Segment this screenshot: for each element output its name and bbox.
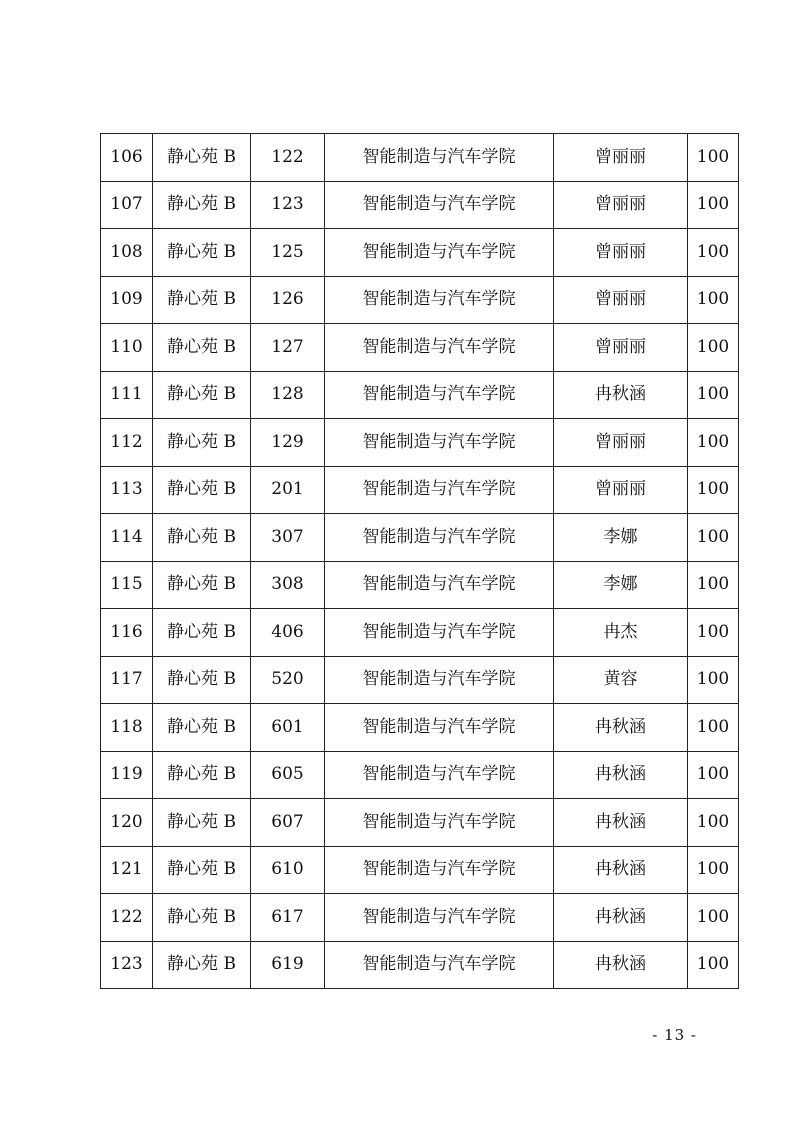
cell-person: 冉秋涵 [554,704,688,752]
table-row [101,751,739,799]
cell-person: 曾丽丽 [554,134,688,182]
page-number: - 13 - [652,1026,697,1044]
cell-building: 静心苑 B [153,134,251,182]
cell-college: 智能制造与汽车学院 [325,561,554,609]
cell-score: 100 [688,704,739,752]
cell-building: 静心苑 B [153,751,251,799]
cell-no: 121 [101,846,153,894]
cell-college: 智能制造与汽车学院 [325,466,554,514]
table-row [101,561,739,609]
cell-person: 曾丽丽 [554,181,688,229]
cell-room: 201 [251,466,325,514]
cell-college: 智能制造与汽车学院 [325,941,554,989]
cell-college: 智能制造与汽车学院 [325,514,554,562]
cell-college: 智能制造与汽车学院 [325,846,554,894]
cell-score: 100 [688,466,739,514]
cell-college: 智能制造与汽车学院 [325,609,554,657]
cell-score: 100 [688,894,739,942]
table-row [101,656,739,704]
cell-no: 113 [101,466,153,514]
cell-building: 静心苑 B [153,276,251,324]
cell-building: 静心苑 B [153,799,251,847]
cell-no: 109 [101,276,153,324]
cell-building: 静心苑 B [153,371,251,419]
cell-no: 106 [101,134,153,182]
cell-room: 128 [251,371,325,419]
cell-person: 冉秋涵 [554,941,688,989]
cell-no: 118 [101,704,153,752]
cell-building: 静心苑 B [153,609,251,657]
cell-room: 307 [251,514,325,562]
cell-building: 静心苑 B [153,704,251,752]
cell-college: 智能制造与汽车学院 [325,656,554,704]
cell-no: 120 [101,799,153,847]
cell-college: 智能制造与汽车学院 [325,324,554,372]
cell-room: 126 [251,276,325,324]
cell-person: 冉杰 [554,609,688,657]
table-row [101,229,739,277]
cell-room: 122 [251,134,325,182]
cell-score: 100 [688,134,739,182]
cell-building: 静心苑 B [153,324,251,372]
cell-college: 智能制造与汽车学院 [325,229,554,277]
cell-college: 智能制造与汽车学院 [325,276,554,324]
cell-college: 智能制造与汽车学院 [325,181,554,229]
cell-person: 冉秋涵 [554,371,688,419]
cell-building: 静心苑 B [153,514,251,562]
cell-college: 智能制造与汽车学院 [325,419,554,467]
cell-college: 智能制造与汽车学院 [325,134,554,182]
cell-room: 123 [251,181,325,229]
cell-no: 108 [101,229,153,277]
cell-person: 曾丽丽 [554,276,688,324]
table-row [101,609,739,657]
cell-no: 123 [101,941,153,989]
cell-score: 100 [688,561,739,609]
cell-room: 605 [251,751,325,799]
cell-college: 智能制造与汽车学院 [325,894,554,942]
table-row [101,941,739,989]
cell-college: 智能制造与汽车学院 [325,704,554,752]
cell-room: 125 [251,229,325,277]
cell-person: 黄容 [554,656,688,704]
cell-score: 100 [688,941,739,989]
table-body [101,134,739,989]
cell-score: 100 [688,799,739,847]
cell-room: 617 [251,894,325,942]
table-row [101,324,739,372]
cell-no: 116 [101,609,153,657]
cell-no: 107 [101,181,153,229]
cell-score: 100 [688,371,739,419]
cell-building: 静心苑 B [153,419,251,467]
table-row [101,846,739,894]
cell-score: 100 [688,181,739,229]
cell-room: 607 [251,799,325,847]
cell-person: 冉秋涵 [554,751,688,799]
table-row [101,134,739,182]
cell-score: 100 [688,514,739,562]
cell-score: 100 [688,609,739,657]
cell-no: 112 [101,419,153,467]
table-row [101,371,739,419]
cell-building: 静心苑 B [153,466,251,514]
cell-building: 静心苑 B [153,846,251,894]
cell-person: 曾丽丽 [554,229,688,277]
cell-college: 智能制造与汽车学院 [325,799,554,847]
table-row [101,466,739,514]
cell-no: 110 [101,324,153,372]
cell-person: 冉秋涵 [554,799,688,847]
table-row [101,894,739,942]
table-row [101,181,739,229]
cell-person: 冉秋涵 [554,846,688,894]
cell-college: 智能制造与汽车学院 [325,751,554,799]
cell-room: 601 [251,704,325,752]
cell-building: 静心苑 B [153,894,251,942]
cell-person: 曾丽丽 [554,324,688,372]
cell-score: 100 [688,656,739,704]
table-row [101,514,739,562]
cell-room: 520 [251,656,325,704]
cell-no: 114 [101,514,153,562]
cell-person: 冉秋涵 [554,894,688,942]
cell-building: 静心苑 B [153,561,251,609]
cell-no: 119 [101,751,153,799]
cell-person: 曾丽丽 [554,466,688,514]
cell-room: 129 [251,419,325,467]
cell-building: 静心苑 B [153,181,251,229]
cell-score: 100 [688,324,739,372]
cell-building: 静心苑 B [153,941,251,989]
cell-score: 100 [688,846,739,894]
table-row [101,276,739,324]
cell-room: 308 [251,561,325,609]
cell-room: 610 [251,846,325,894]
cell-person: 李娜 [554,561,688,609]
cell-building: 静心苑 B [153,229,251,277]
dormitory-score-table [100,133,739,989]
cell-no: 117 [101,656,153,704]
cell-score: 100 [688,751,739,799]
cell-score: 100 [688,276,739,324]
cell-person: 李娜 [554,514,688,562]
cell-no: 115 [101,561,153,609]
cell-room: 127 [251,324,325,372]
cell-college: 智能制造与汽车学院 [325,371,554,419]
cell-room: 406 [251,609,325,657]
table-row [101,704,739,752]
cell-room: 619 [251,941,325,989]
cell-score: 100 [688,419,739,467]
cell-no: 111 [101,371,153,419]
cell-building: 静心苑 B [153,656,251,704]
cell-person: 曾丽丽 [554,419,688,467]
table-row [101,419,739,467]
cell-score: 100 [688,229,739,277]
table-row [101,799,739,847]
cell-no: 122 [101,894,153,942]
